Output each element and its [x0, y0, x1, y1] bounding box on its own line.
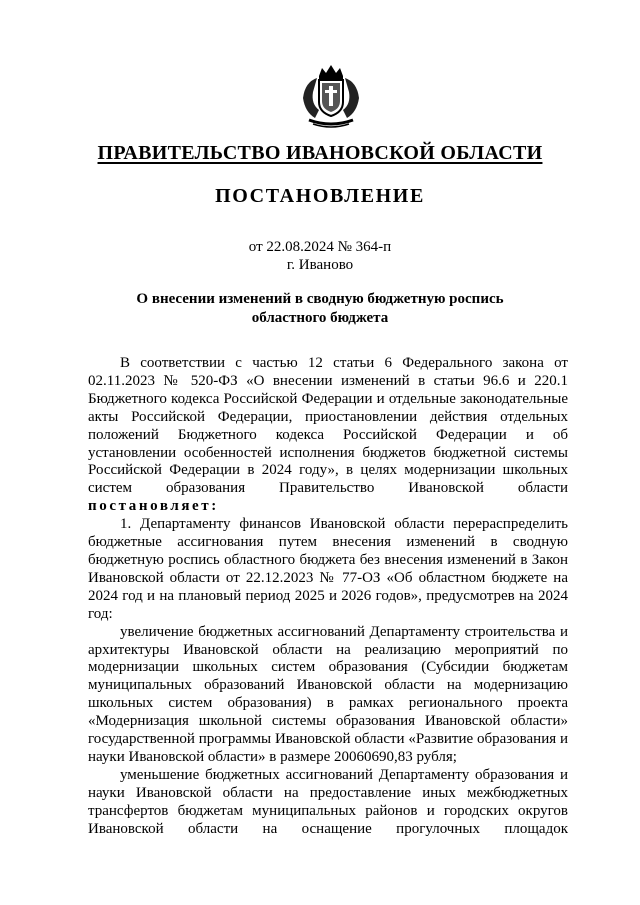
increase-paragraph: увеличение бюджетных ассигнований Департаменту строительства и архитектуры Ивановской области на реализацию мероприятий по модернизации школьных систем образования (Субсидии бюджетам муниципальных образований Ивановской области на модернизацию школьных систем образования) в рамках регионального проекта «Модернизация школьной системы образования Ивановской области» государственной программы Ивановской области «Развитие образования и науки Ивановской области» в размере 20060690,83 рубля;	[88, 623, 568, 765]
resolves-word: постановляет:	[88, 498, 219, 515]
decrease-paragraph: уменьшение бюджетных ассигнований Департаменту образования и науки Ивановской области на предоставление иных межбюджетных трансфертов бюджетам муниципальных районов и городских округов Ивановской области на оснащение прогулочных площадок	[88, 766, 568, 837]
ivanovo-region-coat-of-arms-icon	[295, 62, 367, 130]
document-body	[88, 355, 568, 838]
document-subject	[100, 290, 540, 328]
document-date-number: от 22.08.2024 № 364-п	[248, 239, 392, 255]
subject-line-1: О внесении изменений в сводную бюджетную роспись	[136, 291, 504, 307]
document-type-heading: ПОСТАНОВЛЕНИЕ	[215, 185, 425, 207]
government-name-heading	[0, 142, 640, 165]
subject-line-2: областного бюджета	[251, 310, 389, 326]
preamble-text: В соответствии с частью 12 статьи 6 Федерального закона от 02.11.2023 № 520-ФЗ «О внесении изменений в статьи 96.6 и 220.1 Бюджетного кодекса Российской Федерации и отдельные законодательные акты Российской Федерации, приостановлении действия отдельных положений Бюджетного кодекса Российской Федерации и об установлении особенностей исполнения бюджетов бюджетной системы Российской Федерации в 2024 году», в целях модернизации школьных систем образования Правительство Ивановской области	[88, 355, 568, 497]
government-name: ПРАВИТЕЛЬСТВО ИВАНОВСКОЙ ОБЛАСТИ	[97, 142, 543, 164]
preamble-paragraph	[88, 355, 568, 516]
item-1-paragraph: 1. Департаменту финансов Ивановской области перераспределить бюджетные ассигнования путем внесения изменений в сводную бюджетную роспись областного бюджета без внесения изменений в Закон Ивановской области от 22.12.2023 № 77-ОЗ «Об областном бюджете на 2024 год и на плановый период 2025 и 2026 годов», предусмотрев на 2024 год:	[88, 516, 568, 622]
document-city: г. Иваново	[286, 257, 354, 273]
